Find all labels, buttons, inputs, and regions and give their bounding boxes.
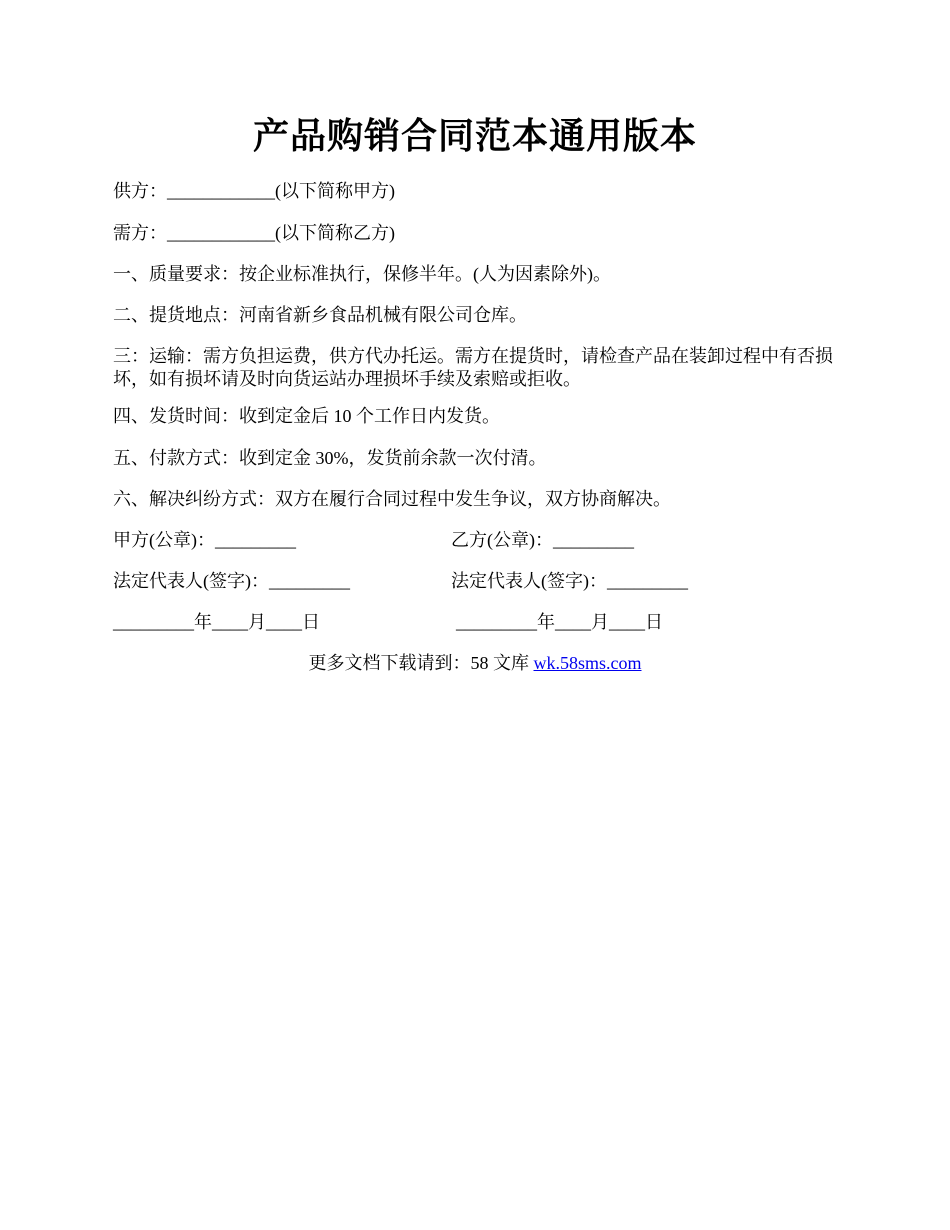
supplier-line: 供方：____________(以下简称甲方) [113, 181, 395, 201]
clause-delivery-time: 四、发货时间：收到定金后 10 个工作日内发货。 [113, 406, 500, 426]
clause-payment: 五、付款方式：收到定金 30%，发货前余款一次付清。 [113, 448, 547, 468]
party-b-seal: 乙方(公章)：_________ [451, 530, 634, 550]
document-title: 产品购销合同范本通用版本 [252, 116, 697, 156]
footer [0, 652, 950, 675]
party-a-representative: 法定代表人(签字)：_________ [113, 571, 350, 591]
clause-transport: 三：运输：需方负担运费，供方代办托运。需方在提货时，请检查产品在装卸过程中有否损坏，如有损坏请及时向货运站办理损坏手续及索赔或拒收。 [113, 346, 833, 389]
party-a-seal: 甲方(公章)：_________ [113, 530, 296, 550]
footer-text: 更多文档下载请到：58 文库 [308, 653, 534, 673]
clause-pickup-location: 二、提货地点：河南省新乡食品机械有限公司仓库。 [113, 305, 527, 325]
buyer-line: 需方：____________(以下简称乙方) [113, 223, 395, 243]
clause-quality: 一、质量要求：按企业标准执行，保修半年。(人为因素除外)。 [113, 264, 611, 284]
clause-dispute: 六、解决纠纷方式：双方在履行合同过程中发生争议，双方协商解决。 [113, 489, 671, 509]
footer-link[interactable]: wk.58sms.com [533, 653, 642, 673]
party-a-date: _________年____月____日 [113, 612, 320, 632]
party-b-representative: 法定代表人(签字)：_________ [451, 571, 688, 591]
party-b-date: _________年____月____日 [456, 612, 663, 632]
